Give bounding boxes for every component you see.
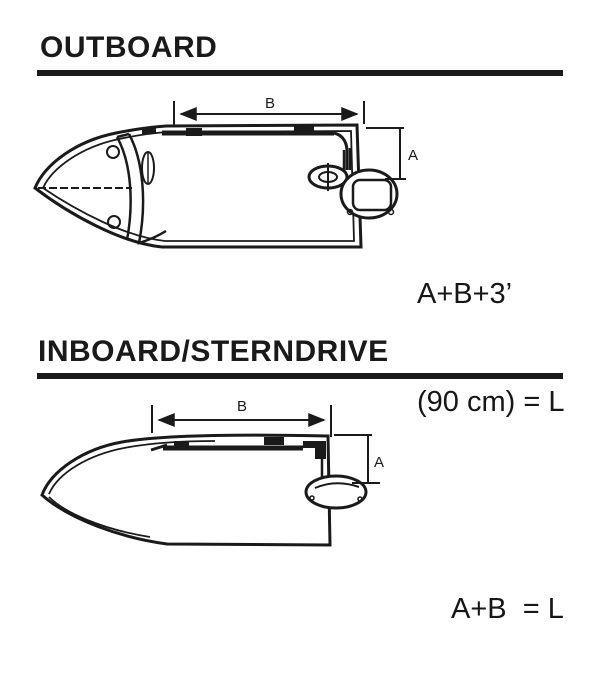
outboard-formula — [417, 204, 564, 492]
outboard-formula-line2: (90 cm) = L — [417, 386, 565, 418]
bow-hatch-circle — [107, 146, 119, 158]
deck-cleat — [294, 126, 314, 135]
dimension-a-label: A — [374, 454, 385, 471]
inboard-boat-diagram — [0, 396, 430, 552]
windshield-base — [142, 127, 156, 134]
dimension-a-label: A — [408, 147, 419, 164]
outboard-boat-diagram — [0, 92, 430, 310]
inboard-formula — [451, 519, 564, 699]
transom-bracket — [303, 441, 326, 459]
hull-inner-line — [43, 131, 354, 241]
deck-cleat — [264, 437, 284, 445]
hull-outline — [35, 125, 361, 247]
outboard-section-title: OUTBOARD — [40, 31, 218, 64]
sterndrive-unit — [306, 476, 366, 508]
windshield — [117, 134, 166, 243]
inboard-boat-drawing — [42, 435, 366, 545]
hull-outline — [42, 435, 330, 545]
inboard-title-underline — [37, 373, 563, 379]
outboard-title-underline — [37, 70, 563, 76]
hull-inner-line-bottom — [49, 497, 150, 537]
deck-cleat — [186, 128, 202, 136]
dimension-b-label: B — [236, 398, 248, 415]
inboard-section-title: INBOARD/STERNDRIVE — [38, 335, 389, 368]
outboard-motor — [341, 170, 397, 218]
deck-cleat — [174, 441, 189, 448]
inboard-formula-line1: A+B = L — [451, 593, 564, 625]
dimension-b — [152, 398, 331, 437]
dimension-b — [174, 95, 364, 127]
outboard-formula-line1: A+B+3’ — [417, 278, 513, 310]
dimension-b-label: B — [264, 95, 276, 112]
outboard-boat-drawing — [35, 125, 397, 247]
